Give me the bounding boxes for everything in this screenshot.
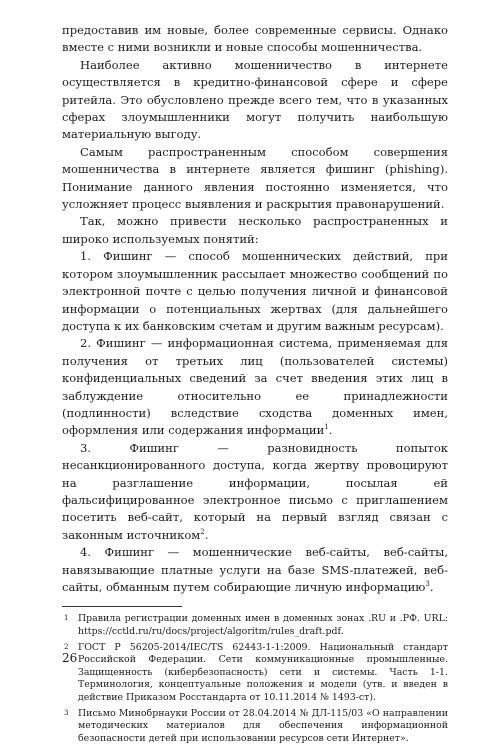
footnote-ref: 2 bbox=[200, 527, 205, 536]
definition-item-3: 3. Фишинг — разновидность попыток несанкционированного доступа, когда жертву провоцируют на разглашение информации, посылая ей фальсифицированное электронное письмо с приглашением посетить веб-сайт, который на первый взгляд связан с законным источником$^2$. bbox=[62, 440, 448, 542]
footnote-1 bbox=[62, 613, 448, 638]
footnote-text: ГОСТ Р 56205-2014/IEC/TS 62443-1-1:2009. Национальный стандарт Российской Федерации. Сети коммуникационные промышленные. Защищенность (кибербезопасность) сети и системы. Часть 1-1. Терминология, концептуальные положения и модели (утв. и введен в действие Приказом Росстандарта от 10.11.2014 № 1493-ст). bbox=[78, 641, 448, 703]
paragraph-continuation: предоставив им новые, более современные сервисы. Однако вместе с ними возникли и новые способы мошенничества. bbox=[62, 23, 448, 55]
definition-item-4: 4. Фишинг — мошеннические веб-сайты, веб-сайты, навязывающие платные услуги на базе SMS-платежей, веб-сайты, обманным путем собирающие личную информацию$^3$. bbox=[62, 545, 448, 594]
footnote-text: Правила регистрации доменных имен в доменных зонах .RU и .РФ. URL: https://cctld.ru/ru/docs/project/algoritm/rules_draft.pdf. bbox=[78, 613, 448, 637]
page-number: 26 bbox=[62, 651, 78, 665]
definition-item-2: 2. Фишинг — информационная система, применяемая для получения от третьих лиц (пользователей системы) конфиденциальных сведений за счет введения этих лиц в заблуждение относительно ее принадлежности (подлинности) вследствие сходства доменных имен, оформления или содержания информации$^1$. bbox=[62, 336, 448, 438]
footnote-divider bbox=[62, 606, 182, 607]
footnote-ref: 1 bbox=[324, 423, 329, 432]
footnote-2 bbox=[62, 642, 448, 705]
footnotes bbox=[62, 613, 448, 745]
paragraph: Так, можно привести несколько распространенных и широко используемых понятий: bbox=[62, 214, 448, 246]
footnote-text: Письмо Минобрнауки России от 28.04.2014 № ДЛ-115/03 «О направлении методических материалов для обеспечения информационной безопасности детей при использовании ресурсов сети Интернет». bbox=[78, 707, 448, 744]
footnote-number: 2 bbox=[64, 642, 69, 651]
body-text bbox=[62, 22, 448, 596]
definition-item-1: 1. Фишинг — способ мошеннических действий, при котором злоумышленник рассылает множество сообщений по электронной почте с целью получения личной и финансовой информации о потенциальных жертвах (для дальнейшего доступа к их банковским счетам и другим важным ресурсам). bbox=[62, 249, 448, 333]
paragraph: Самым распространенным способом совершения мошенничества в интернете является фишинг (phishing). Понимание данного явления постоянно изменяется, что усложняет процесс выявления и раскрытия правонарушений. bbox=[62, 144, 448, 212]
footnote-number: 1 bbox=[64, 614, 69, 623]
footnote-number: 3 bbox=[64, 708, 69, 717]
paragraph: Наиболее активно мошенничество в интернете осуществляется в кредитно-финансовой сфере и сфере ритейла. Это обусловлено прежде всего тем, что в указанных сферах злоумышленники могут получить наибольшую материальную выгоду. bbox=[62, 57, 448, 142]
footnote-3 bbox=[62, 708, 448, 745]
footnote-ref: 3 bbox=[425, 580, 430, 589]
